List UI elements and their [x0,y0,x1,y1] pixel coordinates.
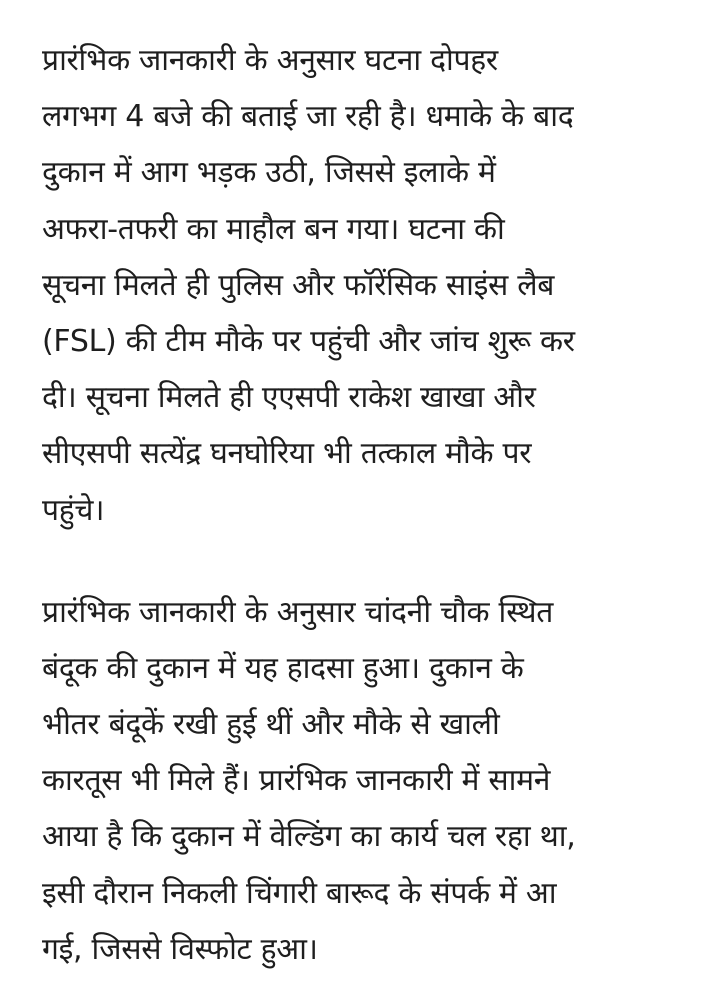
text-line: सूचना मिलते ही पुलिस और फॉरेंसिक साइंस लैब [42,267,555,303]
paragraph-1 [42,33,692,539]
text-line: दुकान में आग भड़क उठी, जिससे इलाके में [42,155,496,191]
text-line: भीतर बंदूकें रखी हुई थीं और मौके से खाली [42,707,500,743]
text-line: इसी दौरान निकली चिंगारी बारूद के संपर्क में आ [42,875,557,911]
text-line: पहुंचे। [42,492,105,528]
text-line: अफरा-तफरी का माहौल बन गया। घटना की [42,211,505,247]
paragraph-2 [42,585,692,978]
paragraph-gap [42,539,692,585]
text-line: आया है कि दुकान में वेल्डिंग का कार्य चल रहा था, [42,819,576,855]
text-line: (FSL) की टीम मौके पर पहुंची और जांच शुरू कर [42,323,575,359]
text-line: लगभग 4 बजे की बताई जा रही है। धमाके के बाद [42,99,574,135]
text-line: सीएसपी सत्येंद्र घनघोरिया भी तत्काल मौके पर [42,436,532,472]
text-line: कारतूस भी मिले हैं। प्रारंभिक जानकारी में सामने [42,763,551,799]
text-line: प्रारंभिक जानकारी के अनुसार घटना दोपहर [42,43,498,78]
text-line: गई, जिससे विस्फोट हुआ। [42,931,318,967]
text-line: बंदूक की दुकान में यह हादसा हुआ। दुकान के [42,650,524,686]
text-line: प्रारंभिक जानकारी के अनुसार चांदनी चौक स्थित [42,594,554,630]
text-line: दी। सूचना मिलते ही एएसपी राकेश खाखा और [42,380,536,416]
article-body [42,33,692,978]
